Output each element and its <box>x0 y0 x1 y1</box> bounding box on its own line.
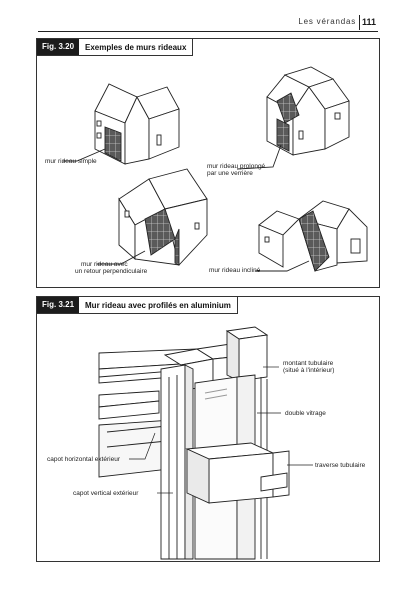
house-retour-illustration <box>97 169 207 265</box>
label-mur-rideau-retour-2: un retour perpendiculaire <box>75 268 148 275</box>
figure-3-20-caption: Exemples de murs rideaux <box>85 42 187 52</box>
label-traverse-tubulaire: traverse tubulaire <box>315 462 366 469</box>
label-montant-tubulaire-2: (situé à l'intérieur) <box>283 367 335 374</box>
figure-3-21-caption: Mur rideau avec profilés en aluminium <box>85 300 231 310</box>
house-prolonge-illustration <box>237 67 349 169</box>
chapter-title: Les vérandas <box>298 17 356 26</box>
label-mur-rideau-incline: mur rideau incliné <box>209 267 261 274</box>
house-incline-illustration <box>255 201 367 271</box>
label-double-vitrage: double vitrage <box>285 410 326 417</box>
label-capot-horizontal: capot horizontal extérieur <box>47 456 120 463</box>
figure-3-20 <box>36 38 380 288</box>
figure-3-21-number: Fig. 3.21 <box>37 297 79 313</box>
figure-3-21-drawing <box>37 297 379 561</box>
label-montant-tubulaire-1: montant tubulaire <box>283 360 334 367</box>
page-number: 111 <box>359 15 378 30</box>
figure-3-21 <box>36 296 380 562</box>
house-simple-illustration <box>63 84 179 164</box>
aluminium-profile-illustration <box>99 327 289 559</box>
label-capot-vertical: capot vertical extérieur <box>73 490 139 497</box>
label-mur-rideau-prolonge-2: par une verrière <box>207 170 253 177</box>
running-head <box>38 15 378 32</box>
label-mur-rideau-retour-1: mur rideau avec <box>81 261 128 268</box>
label-mur-rideau-prolonge-1: mur rideau prolongé <box>207 163 266 170</box>
label-mur-rideau-simple: mur rideau simple <box>45 158 97 165</box>
figure-3-20-number: Fig. 3.20 <box>37 39 79 55</box>
